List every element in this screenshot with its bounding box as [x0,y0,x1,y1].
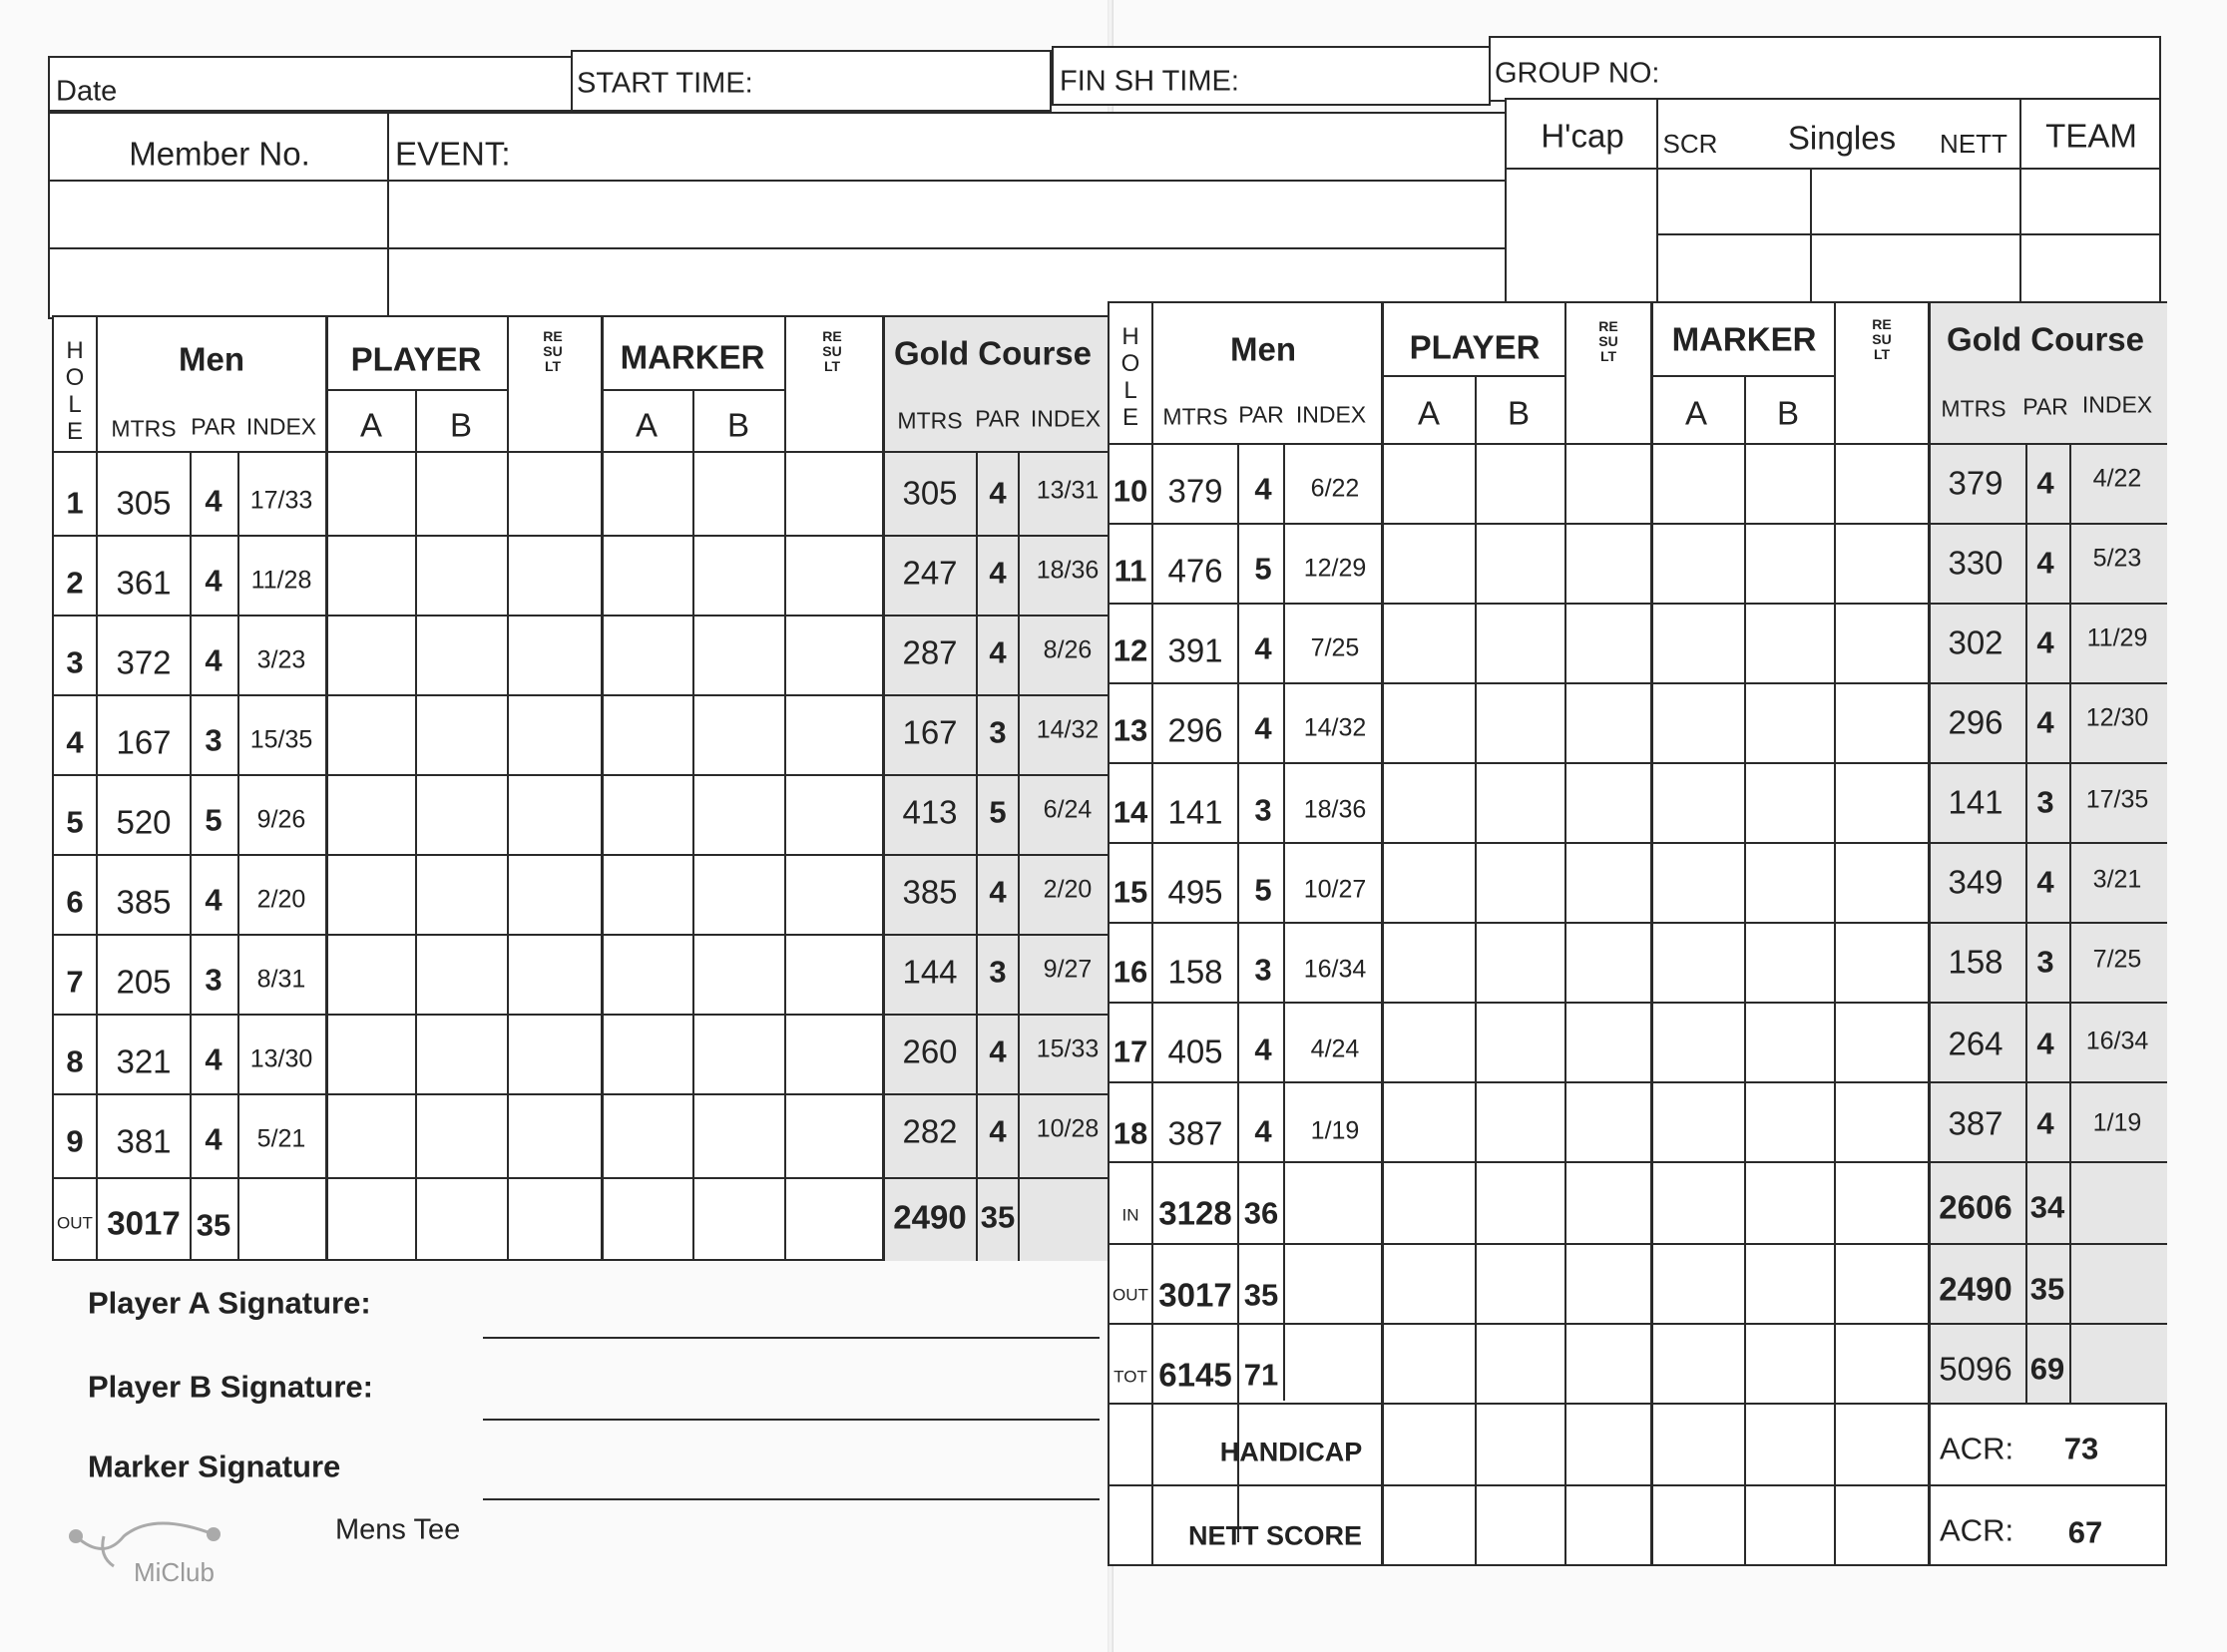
gold-metres: 167 [902,713,958,751]
hole-number: 14 [1113,794,1148,830]
player-b-signature-label: Player B Signature: [88,1369,373,1405]
scr-label: SCR [1662,129,1718,159]
event-label: EVENT: [395,135,511,173]
gold-metres: 296 [1948,703,2004,741]
hole-number: 10 [1113,473,1148,509]
tot-label: TOT [1114,1367,1147,1387]
acr-value-1: 73 [2063,1431,2099,1466]
front-marker-b: B [726,406,750,444]
front-gold-mtrs-header: MTRS [897,407,963,434]
gold-par: 4 [2036,545,2054,581]
in-men-metres: 3128 [1158,1194,1232,1232]
out-gold-par: 35 [2029,1271,2065,1307]
gold-metres: 141 [1948,783,2004,821]
nett-label: NETT [1940,129,2007,159]
back-gold-index-header: INDEX [2081,391,2153,418]
men-par: 4 [205,1041,223,1077]
acr-value-2: 67 [2067,1514,2103,1550]
men-par: 3 [1254,952,1272,988]
men-metres: 520 [116,803,172,841]
handicap-label: HANDICAP [1219,1437,1363,1467]
gold-index: 17/35 [2085,785,2149,814]
men-index: 4/24 [1310,1034,1360,1063]
men-par: 4 [205,483,223,519]
front-men-header: Men [179,340,244,378]
front-player-result-header: RESULT [543,328,563,374]
in-gold-par: 34 [2029,1189,2065,1225]
men-par: 3 [1254,792,1272,828]
hole-number: 8 [66,1043,84,1079]
men-par: 4 [1254,471,1272,507]
gold-par: 4 [2036,704,2054,740]
gold-index: 5/23 [2092,544,2142,573]
men-par: 4 [205,563,223,599]
gold-metres: 282 [902,1112,958,1150]
gold-par: 4 [989,634,1007,670]
gold-metres: 264 [1948,1025,2004,1062]
in-men-par: 36 [1243,1195,1279,1231]
finish-time-box [1052,46,1491,106]
gold-metres: 387 [1948,1104,2004,1142]
nett-score-label: NETT SCORE [1187,1520,1363,1551]
gold-metres: 158 [1948,943,2004,981]
men-metres: 391 [1167,631,1223,669]
tot-gold-metres: 5096 [1939,1350,2012,1388]
men-metres: 381 [116,1122,172,1160]
back-player-b: B [1507,394,1531,432]
men-index: 12/29 [1303,554,1367,583]
out-men-metres: 3017 [107,1204,181,1242]
back-mtrs-header: MTRS [1162,403,1228,430]
gold-metres: 260 [902,1032,958,1070]
out-label: OUT [57,1213,93,1233]
front-player-header: PLAYER [350,340,482,378]
gold-index: 16/34 [2085,1027,2149,1055]
back-marker-header: MARKER [1671,320,1817,358]
date-redacted [210,68,469,104]
gold-index: 11/29 [2086,623,2148,652]
gold-par: 4 [2036,1105,2054,1141]
men-index: 15/35 [249,725,313,754]
men-par: 3 [205,962,223,998]
front-marker-a: A [635,406,659,444]
men-metres: 141 [1167,793,1223,831]
date-box [48,56,573,112]
men-par: 4 [205,882,223,918]
front-gold-par-header: PAR [975,405,1021,432]
men-par: 5 [205,802,223,838]
player-a-signature-label: Player A Signature: [88,1285,371,1321]
gold-metres: 305 [902,474,958,512]
group-no-label: GROUP NO: [1495,57,1660,90]
men-index: 2/20 [256,885,306,914]
gold-metres: 144 [902,953,958,991]
back-gold-mtrs-header: MTRS [1941,395,2006,422]
men-par: 5 [1254,551,1272,587]
singles-label: Singles [1787,119,1897,157]
in-gold-metres: 2606 [1939,1188,2012,1226]
gold-par: 4 [2036,1026,2054,1061]
marker-signature-line[interactable] [483,1498,1100,1500]
out-men-par: 35 [196,1207,231,1243]
men-metres: 321 [116,1042,172,1080]
men-par: 4 [1254,1032,1272,1067]
back-player-a: A [1417,394,1441,432]
hole-number: 1 [66,485,84,521]
miclub-logo [64,1516,233,1586]
hole-number: 18 [1113,1115,1148,1151]
gold-par: 4 [989,555,1007,591]
gold-index: 10/28 [1036,1114,1100,1143]
hole-number: 6 [66,884,84,920]
gold-index: 12/30 [2085,703,2149,732]
gold-index: 3/21 [2092,865,2142,894]
front-nine-table [52,315,1119,1261]
date-label: Date [56,75,118,108]
gold-metres: 302 [1948,623,2004,661]
gold-par: 3 [2036,784,2054,820]
men-metres: 372 [116,643,172,681]
men-metres: 361 [116,564,172,602]
back-index-header: INDEX [1295,401,1367,428]
hole-number: 11 [1114,553,1147,589]
hcap-label: H'cap [1541,117,1624,155]
in-label: IN [1121,1205,1139,1225]
marker-signature-label: Marker Signature [88,1448,341,1484]
men-metres: 305 [116,484,172,522]
men-par: 3 [205,722,223,758]
gold-metres: 287 [902,633,958,671]
member-event-box [48,112,1507,319]
back-par-header: PAR [1238,401,1284,428]
hole-number: 16 [1113,954,1148,990]
back-player-result-header: RESULT [1598,318,1618,364]
gold-metres: 247 [902,554,958,592]
gold-index: 18/36 [1036,556,1100,585]
front-hole-header: HOLE [65,337,85,445]
hole-number: 2 [66,565,84,601]
men-par: 4 [1254,630,1272,666]
gold-par: 4 [2036,864,2054,900]
front-gold-index-header: INDEX [1030,405,1102,432]
men-metres: 158 [1167,953,1223,991]
mens-tee-label: Mens Tee [335,1513,461,1546]
men-metres: 495 [1167,873,1223,911]
gold-par: 4 [989,475,1007,511]
gold-index: 9/27 [1043,955,1093,984]
hole-number: 15 [1113,874,1148,910]
front-gold-header: Gold Course [893,334,1093,372]
gold-par: 4 [989,1113,1007,1149]
back-marker-a: A [1684,394,1708,432]
gold-index: 1/19 [2092,1108,2142,1137]
hole-number: 7 [66,964,84,1000]
front-mtrs-header: MTRS [111,415,177,442]
men-metres: 205 [116,963,172,1001]
gold-par: 4 [989,1033,1007,1069]
gold-index: 6/24 [1043,795,1093,824]
front-player-b: B [449,406,473,444]
men-metres: 296 [1167,711,1223,749]
out-gold-par: 35 [980,1199,1016,1235]
gold-par: 3 [989,954,1007,990]
men-index: 17/33 [249,486,313,515]
gold-index: 15/33 [1036,1034,1100,1063]
start-time-box [571,50,1052,112]
back-gold-par-header: PAR [2022,393,2068,420]
men-par: 4 [205,1121,223,1157]
men-index: 10/27 [1303,875,1367,904]
gold-index: 7/25 [2092,945,2142,974]
back-men-header: Men [1230,330,1296,368]
gold-par: 4 [989,874,1007,910]
hole-number: 4 [66,724,84,760]
men-metres: 476 [1167,552,1223,590]
acr-label-1: ACR: [1940,1431,2014,1466]
men-metres: 387 [1167,1114,1223,1152]
hole-number: 17 [1113,1033,1148,1069]
back-gold-header: Gold Course [1946,320,2145,358]
out-gold-metres: 2490 [1939,1270,2012,1308]
men-index: 13/30 [249,1044,313,1073]
gold-index: 13/31 [1036,476,1100,505]
gold-metres: 349 [1948,863,2004,901]
hole-number: 13 [1113,712,1148,748]
tot-gold-par: 69 [2029,1351,2065,1387]
out-men-metres: 3017 [1158,1276,1232,1314]
men-index: 3/23 [256,645,306,674]
tot-men-metres: 6145 [1158,1356,1232,1394]
out-gold-metres: 2490 [893,1198,967,1236]
out-men-par: 35 [1243,1277,1279,1313]
front-index-header: INDEX [245,413,317,440]
men-metres: 405 [1167,1032,1223,1070]
miclub-logo-text: MiClub [134,1557,215,1587]
hole-number: 5 [66,804,84,840]
men-index: 16/34 [1303,955,1367,984]
men-index: 14/32 [1303,713,1367,742]
gold-par: 3 [989,714,1007,750]
men-metres: 167 [116,723,172,761]
out-label: OUT [1113,1285,1148,1305]
gold-index: 14/32 [1036,715,1100,744]
front-par-header: PAR [191,413,236,440]
hole-number: 12 [1113,632,1148,668]
men-index: 1/19 [1310,1116,1360,1145]
hole-number: 3 [66,644,84,680]
gold-metres: 413 [902,793,958,831]
gold-par: 4 [2036,465,2054,501]
men-par: 4 [1254,1113,1272,1149]
men-par: 5 [1254,872,1272,908]
men-metres: 385 [116,883,172,921]
gold-index: 2/20 [1043,875,1093,904]
men-index: 18/36 [1303,795,1367,824]
team-label: TEAM [2045,117,2137,155]
men-par: 4 [205,642,223,678]
back-marker-result-header: RESULT [1872,316,1892,362]
gold-metres: 379 [1948,464,2004,502]
gold-metres: 330 [1948,544,2004,582]
gold-metres: 385 [902,873,958,911]
men-index: 6/22 [1310,474,1360,503]
tot-men-par: 71 [1243,1357,1279,1393]
start-time-label: START TIME: [577,67,753,100]
front-marker-header: MARKER [620,338,765,376]
men-metres: 379 [1167,472,1223,510]
acr-label-2: ACR: [1940,1512,2014,1548]
group-no-box [1489,36,2161,102]
hole-number: 9 [66,1123,84,1159]
member-no-label: Member No. [129,135,310,173]
men-index: 8/31 [256,965,306,994]
handicap-summary-box [1505,98,2161,309]
back-nine-table [1108,301,2167,1566]
gold-par: 3 [2036,944,2054,980]
back-hole-header: HOLE [1120,323,1140,431]
gold-par: 5 [989,794,1007,830]
men-index: 5/21 [256,1124,306,1153]
finish-time-label: FIN SH TIME: [1060,65,1239,98]
men-index: 9/26 [256,805,306,834]
back-marker-b: B [1776,394,1800,432]
gold-index: 4/22 [2092,464,2142,493]
front-player-a: A [359,406,383,444]
men-index: 7/25 [1310,633,1360,662]
player-b-signature-line[interactable] [483,1419,1100,1421]
men-par: 4 [1254,710,1272,746]
gold-par: 4 [2036,624,2054,660]
back-player-header: PLAYER [1409,328,1541,366]
gold-index: 8/26 [1043,635,1093,664]
men-index: 11/28 [250,566,312,595]
player-a-signature-line[interactable] [483,1337,1100,1339]
front-marker-result-header: RESULT [822,328,842,374]
